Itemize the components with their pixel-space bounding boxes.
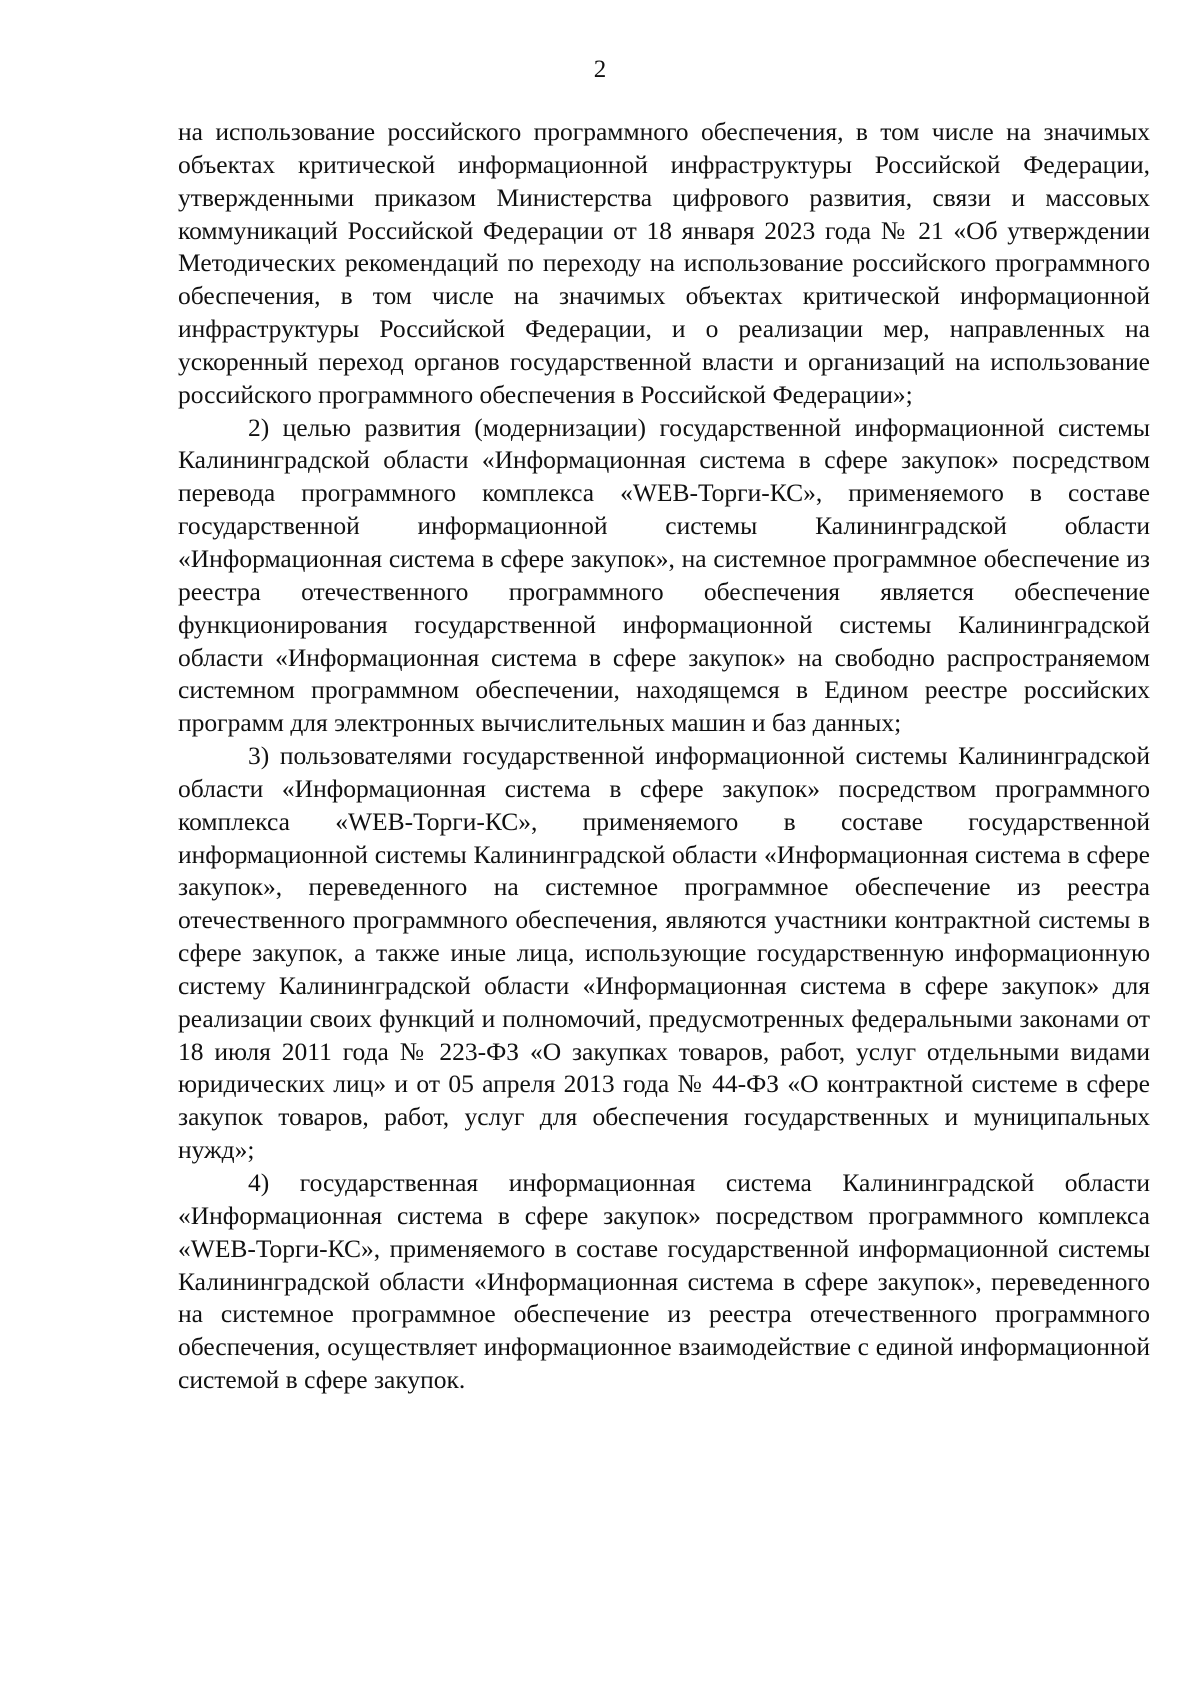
paragraph-3: 3) пользователями государственной информационной системы Калининградской области «Информационная система в сфере закупок» посредством программного комплекса «WEB-Торги-КС», применяемого в составе государственной информационной системы Калининградской области «Информационная система в сфере закупок», переведенного на системное программное обеспечение из реестра отечественного программного обеспечения, являются участники контрактной системы в сфере закупок, а также иные лица, использующие государственную информационную систему Калининградской области «Информационная система в сфере закупок» для реализации своих функций и полномочий, предусмотренных федеральными законами от 18 июля 2011 года № 223-ФЗ «О закупках товаров, работ, услуг отдельными видами юридических лиц» и от 05 апреля 2013 года № 44-ФЗ «О контрактной системе в сфере закупок товаров, работ, услуг для обеспечения государственных и муниципальных нужд»;	[178, 741, 1150, 1165]
paragraph-2: 2) целью развития (модернизации) государственной информационной системы Калининградской области «Информационная система в сфере закупок» посредством перевода программного комплекса «WEB-Торги-КС», применяемого в составе государственной информационной системы Калининградской области «Информационная система в сфере закупок», на системное программное обеспечение из реестра отечественного программного обеспечения является обеспечение функционирования государственной информационной системы Калининградской области «Информационная система в сфере закупок» на свободно распространяемом системном программном обеспечении, находящемся в Едином реестре российских программ для электронных вычислительных машин и баз данных;	[178, 412, 1150, 738]
page-number: 2	[593, 56, 607, 83]
paragraph-4: 4) государственная информационная система Калининградской области «Информационная система в сфере закупок» посредством программного комплекса «WEB-Торги-КС», применяемого в составе государственной информационной системы Калининградской области «Информационная система в сфере закупок», переведенного на системное программное обеспечение из реестра отечественного программного обеспечения, осуществляет информационное взаимодействие с единой информационной системой в сфере закупок.	[178, 1168, 1150, 1395]
paragraph-1-continuation: на использование российского программного обеспечения, в том числе на значимых объектах критической информационной инфраструктуры Российской Федерации, утвержденными приказом Министерства цифрового развития, связи и массовых коммуникаций Российской Федерации от 18 января 2023 года № 21 «Об утверждении Методических рекомендаций по переходу на использование российского программного обеспечения, в том числе на значимых объектах критической информационной инфраструктуры Российской Федерации, и о реализации мер, направленных на ускоренный переход органов государственной власти и организаций на использование российского программного обеспечения в Российской Федерации»;	[178, 117, 1150, 409]
document-body	[178, 116, 1150, 1397]
